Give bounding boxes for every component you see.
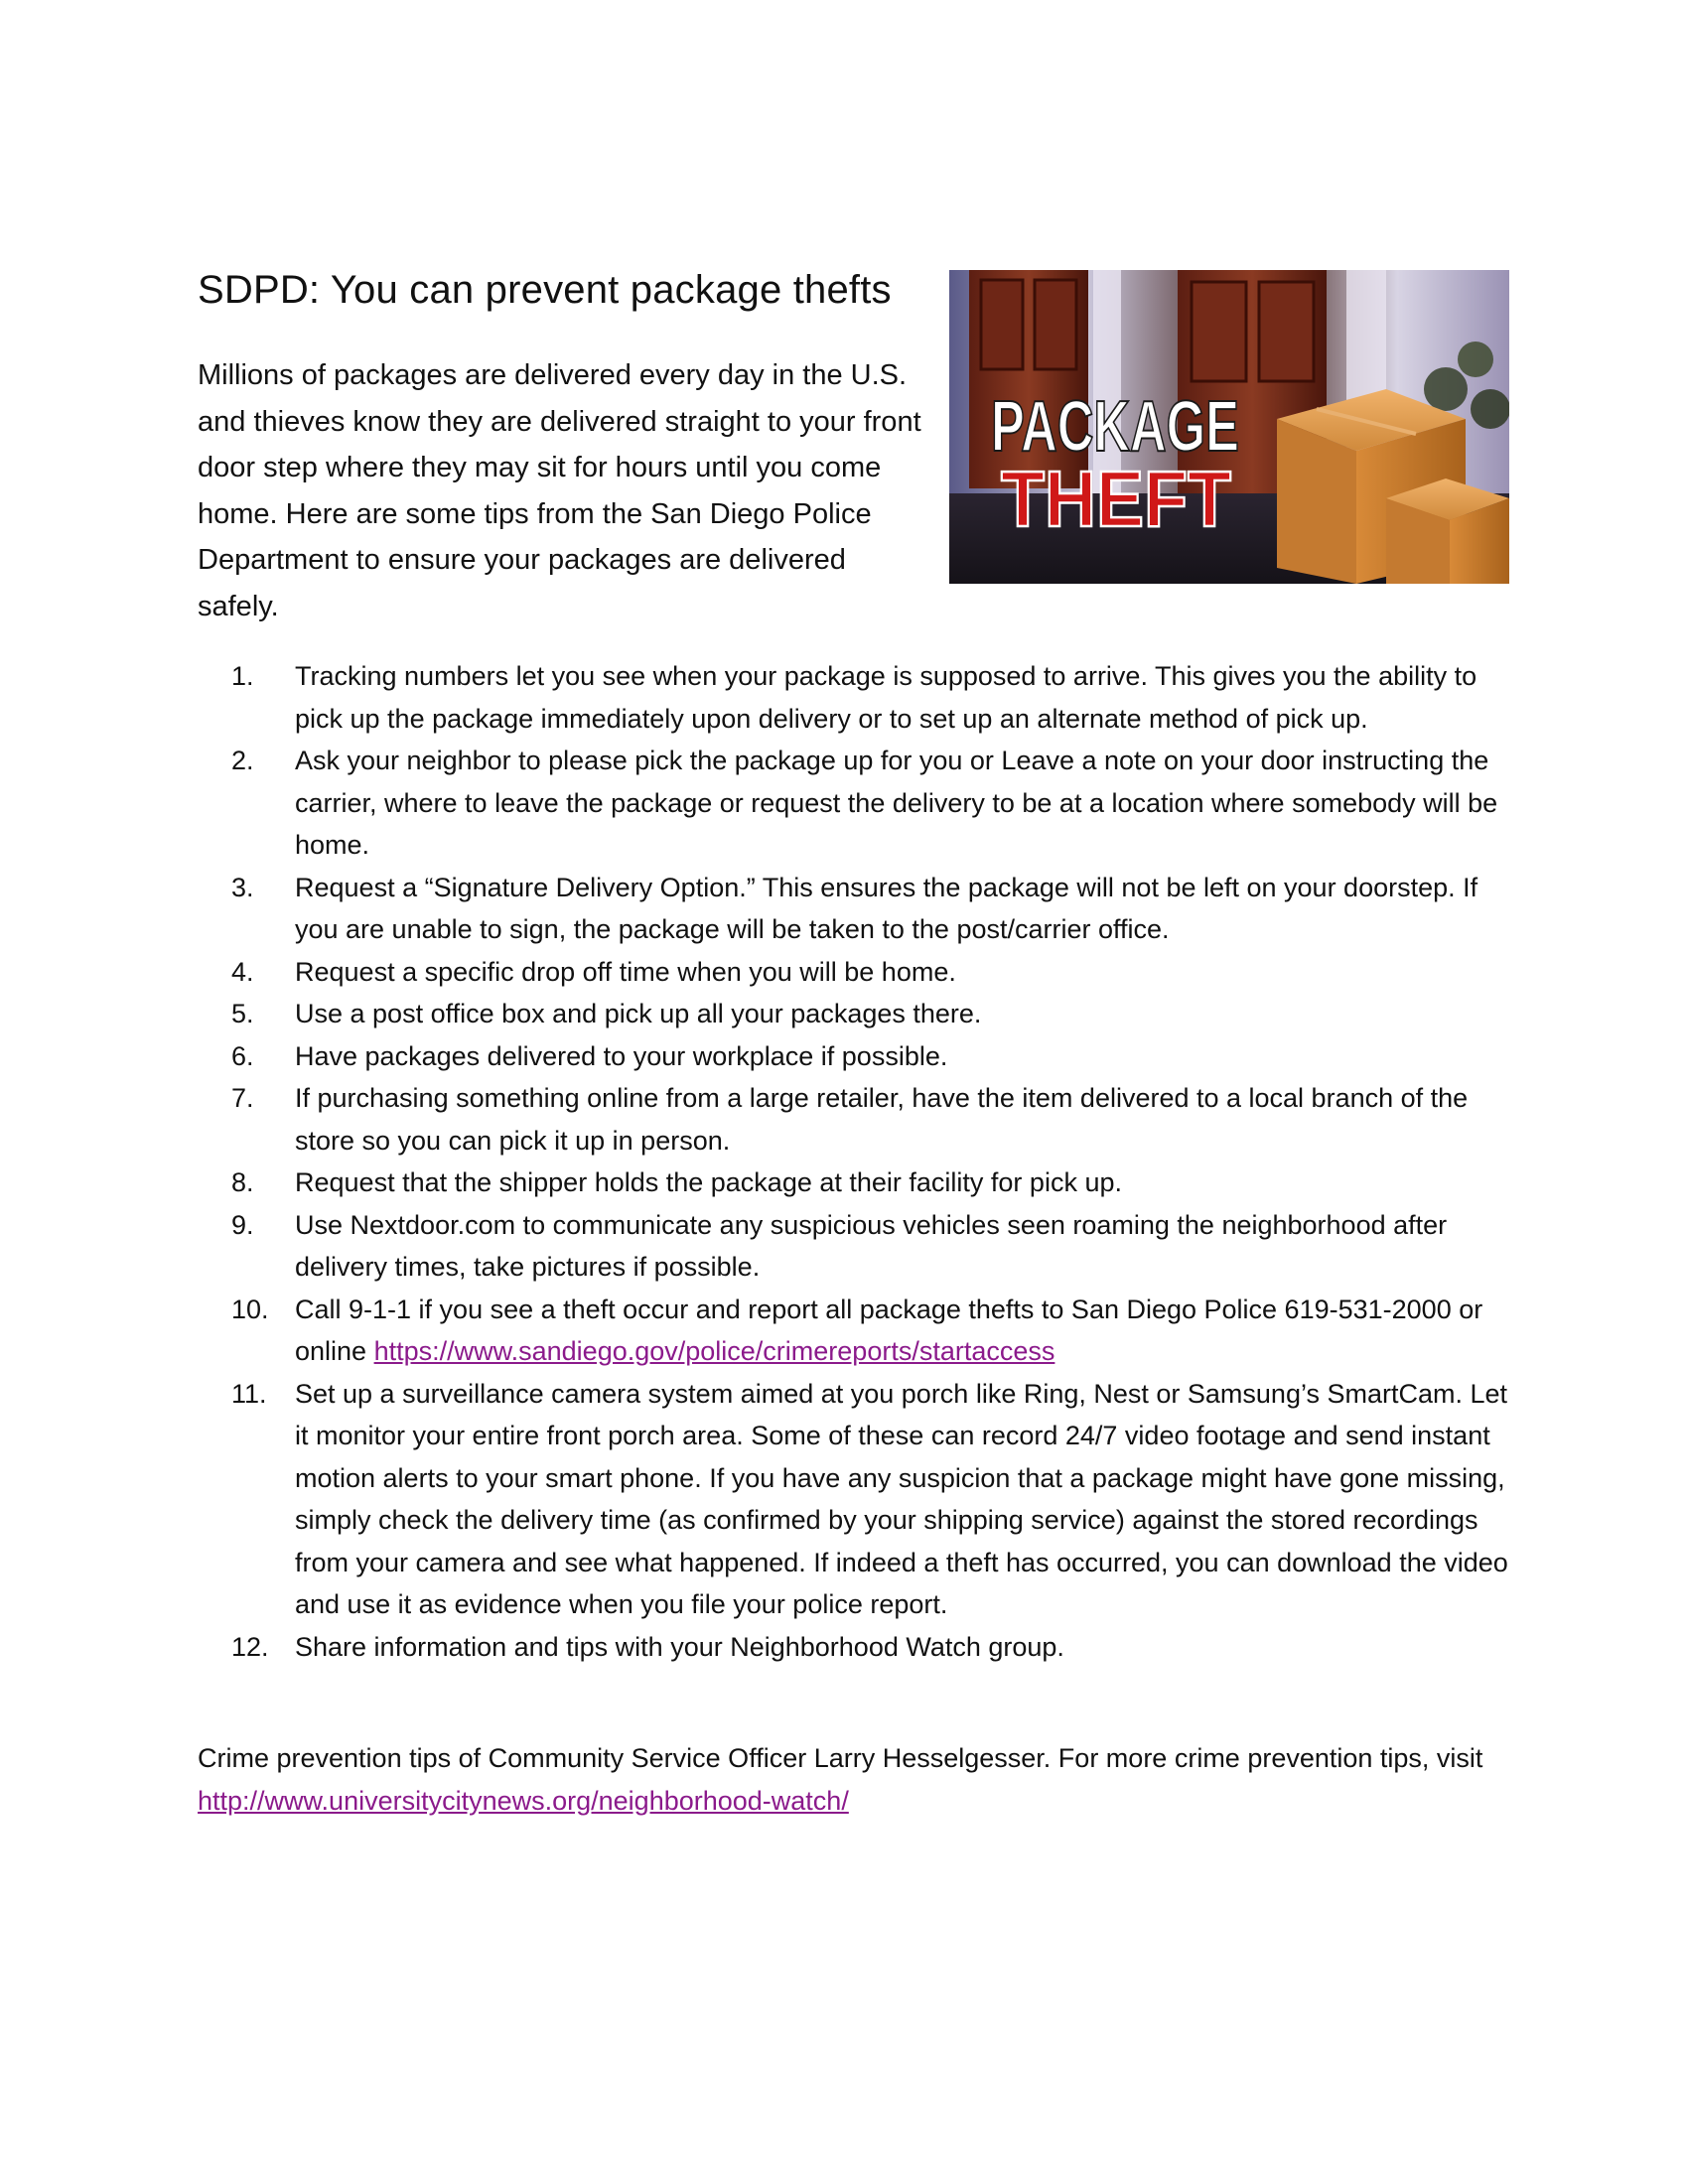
package-theft-image (949, 270, 1509, 584)
list-item-number: 11. (231, 1378, 267, 1409)
footer-text: Crime prevention tips of Community Service Officer Larry Hesselgesser. For more crime prevention tips, visit (198, 1743, 1483, 1773)
list-item-number: 9. (231, 1209, 254, 1240)
list-item (198, 1373, 1508, 1626)
list-item-number: 5. (231, 999, 254, 1028)
list-item-text: Call 9-1-1 if you see a theft occur and report all package thefts to San Diego Police 619-531-2000 or online (295, 1294, 1483, 1366)
list-item-text: Set up a surveillance camera system aimed at you porch like Ring, Nest or Samsung’s SmartCam. Let it monitor your entire front porch area. Some of these can record 24/7 video footage and send instant motion alerts to your smart phone. If you have any suspicion that a package might have gone missing, simply check the delivery time (as confirmed by your shipping service) against the stored recordings from your camera and see what happened. If indeed a theft has occurred, you can download the video and use it as evidence when you file your police report. (295, 1378, 1508, 1619)
image-text-package: PACKAGE (991, 387, 1239, 467)
list-item-text: Share information and tips with your Neighborhood Watch group. (295, 1631, 1064, 1662)
tips-list (198, 655, 1508, 1668)
list-item-number: 3. (231, 872, 254, 902)
footer-paragraph (198, 1737, 1508, 1822)
police-report-link[interactable]: https://www.sandiego.gov/police/crimereports/startaccess (373, 1336, 1055, 1366)
list-item (198, 1161, 1508, 1204)
list-item-number: 12. (231, 1631, 269, 1662)
list-item-text: If purchasing something online from a large retailer, have the item delivered to a local branch of the store so you can pick it up in person. (295, 1083, 1469, 1156)
list-item-text: Use a post office box and pick up all your packages there. (295, 999, 982, 1028)
list-item-number: 6. (231, 1040, 254, 1071)
list-item-text: Request a specific drop off time when you will be home. (295, 956, 956, 987)
list-item-number: 10. (231, 1294, 269, 1324)
list-item-number: 2. (231, 746, 254, 775)
list-item (198, 993, 1508, 1035)
list-item (198, 740, 1508, 867)
list-item-text: Request that the shipper holds the package at their facility for pick up. (295, 1167, 1122, 1197)
intro-paragraph: Millions of packages are delivered every day in the U.S. and thieves know they are delivered straight to your front door step where they may sit for hours until you come home. Here are some tips from the San Diego Police Department to ensure your packages are delivered safely. (198, 359, 921, 622)
list-item (198, 951, 1508, 994)
list-item-text: Have packages delivered to your workplace if possible. (295, 1040, 948, 1071)
list-item-number: 8. (231, 1167, 254, 1197)
list-item (198, 1035, 1508, 1078)
list-item-number: 1. (231, 661, 254, 691)
list-item (198, 1626, 1508, 1669)
page-title: SDPD: You can prevent package thefts (198, 268, 892, 312)
list-item-text: Request a “Signature Delivery Option.” This ensures the package will not be left on your doorstep. If you are unable to sign, the package will be taken to the post/carrier office. (295, 872, 1478, 944)
list-item-number: 7. (231, 1083, 254, 1113)
image-text-theft: THEFT (1001, 455, 1232, 543)
list-item (198, 1077, 1508, 1161)
list-item (198, 655, 1508, 740)
list-item-text: Tracking numbers let you see when your package is supposed to arrive. This gives you the ability to pick up the package immediately upon delivery or to set up an alternate method of pick up. (295, 661, 1477, 734)
list-item (198, 1204, 1508, 1289)
footer-link[interactable]: http://www.universitycitynews.org/neighborhood-watch/ (198, 1785, 849, 1816)
list-item-text: Ask your neighbor to please pick the package up for you or Leave a note on your door instructing the carrier, where to leave the package or request the delivery to be at a location where somebody will be home. (295, 746, 1498, 860)
list-item-number: 4. (231, 956, 254, 987)
list-item-text: Use Nextdoor.com to communicate any suspicious vehicles seen roaming the neighborhood after delivery times, take pictures if possible. (295, 1209, 1448, 1282)
list-item (198, 867, 1508, 951)
list-item (198, 1289, 1508, 1373)
